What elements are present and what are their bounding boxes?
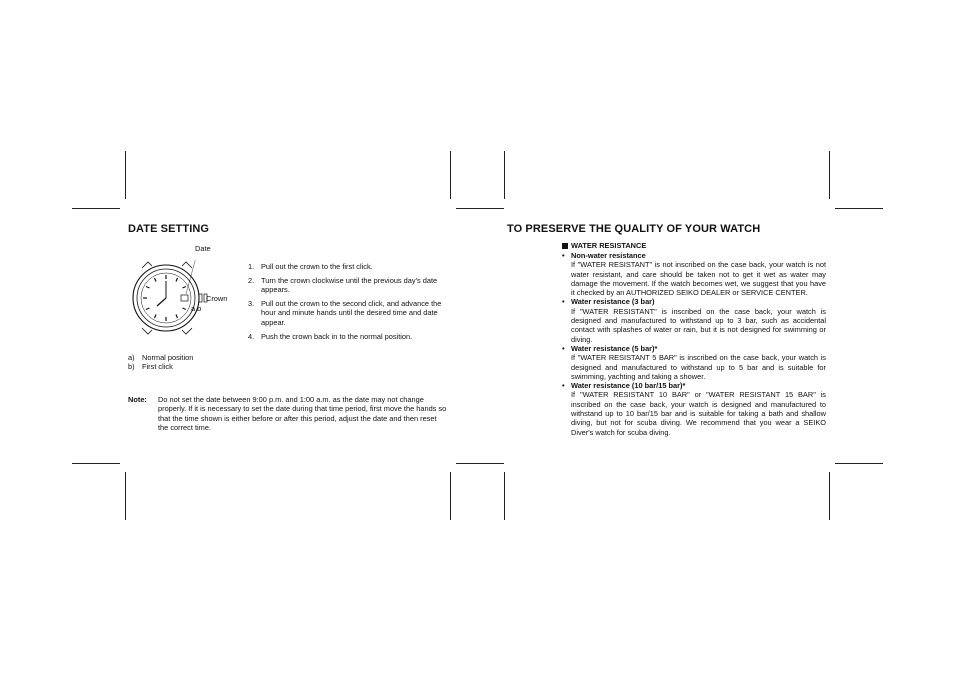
bullet-icon: • xyxy=(562,297,565,307)
crop-mark xyxy=(456,208,504,209)
crop-mark xyxy=(835,463,883,464)
list-item: b) First click xyxy=(128,362,173,372)
crop-mark xyxy=(835,208,883,209)
note-text: Do not set the date between 9:00 p.m. and 1:00 a.m. as the date may not change properly. If it is necessary to set the date during that time period, first move the hands so that the time shown is either before or after this period, adjust the date and then reset the correct time. xyxy=(158,395,447,432)
list-item: 3. Pull out the crown to the second click, and advance the hour and minute hands until the desired time and date appear. xyxy=(248,299,442,327)
bullet-icon: • xyxy=(562,251,565,260)
bullet-icon: • xyxy=(562,343,565,353)
crown-positions-legend xyxy=(128,353,193,372)
page-title-preserve-quality: TO PRESERVE THE QUALITY OF YOUR WATCH xyxy=(507,223,761,235)
crop-mark xyxy=(125,151,126,199)
list-item: • Water resistance (5 bar)* If "WATER RESISTANT 5 BAR" is inscribed on the case back, your watch is designed and manufactured to withstand up to 5 bar and is suitable for swimming, yachting and taking a shower. xyxy=(562,343,826,381)
list-item: • Water resistance (3 bar) If "WATER RESISTANT" is inscribed on the case back, your watch is designed and manufactured to withstand up to 3 bar, such as accidental contact with splashes of water or rain, but it is not designed for swimming or diving. xyxy=(562,297,826,344)
list-item: • Non-water resistance If "WATER RESISTANT" is not inscribed on the case back, your watch is not water resistant, and care should be taken not to get it wet as water may damage the movement. If the watch becomes wet, we suggest that you have it checked by an AUTHORIZED SEIKO DEALER or SERVICE CENTER. xyxy=(562,251,826,298)
crop-mark xyxy=(72,463,120,464)
square-bullet-icon xyxy=(562,243,568,249)
list-item: a) Normal position xyxy=(128,353,194,362)
section-title-water-resistance: WATER RESISTANCE xyxy=(562,241,646,250)
crown-position-markers: a b xyxy=(191,304,202,313)
crop-mark xyxy=(125,472,126,520)
date-label: Date xyxy=(195,244,211,253)
note-block xyxy=(128,395,448,432)
list-item: 4. Push the crown back in to the normal position. xyxy=(248,331,413,341)
crop-mark xyxy=(450,472,451,520)
list-item: 1. Pull out the crown to the first click. xyxy=(248,262,373,271)
crop-mark xyxy=(504,151,505,199)
list-item: • Water resistance (10 bar/15 bar)* If "WATER RESISTANT 10 BAR" or "WATER RESISTANT 15 BAR" is inscribed on the case back, your watch is designed and manufactured to withstand up to 10 bar/15 bar and is suitable for taking a bath and shallow diving, but not for scuba diving. We recommend that you wear a SEIKO Diver's watch for scuba diving. xyxy=(562,381,826,437)
crop-mark xyxy=(829,151,830,199)
crop-mark xyxy=(456,463,504,464)
note-label: Note: xyxy=(128,395,147,404)
page-title-date-setting: DATE SETTING xyxy=(128,223,210,235)
water-resistance-list xyxy=(562,251,826,437)
bullet-icon: • xyxy=(562,381,565,391)
crop-mark xyxy=(72,208,120,209)
list-item: 2. Turn the crown clockwise until the previous day's date appears. xyxy=(248,275,438,295)
date-setting-steps xyxy=(248,262,448,345)
crop-mark xyxy=(450,151,451,199)
crop-mark xyxy=(504,472,505,520)
crown-label: Crown xyxy=(206,294,228,303)
crop-mark xyxy=(829,472,830,520)
